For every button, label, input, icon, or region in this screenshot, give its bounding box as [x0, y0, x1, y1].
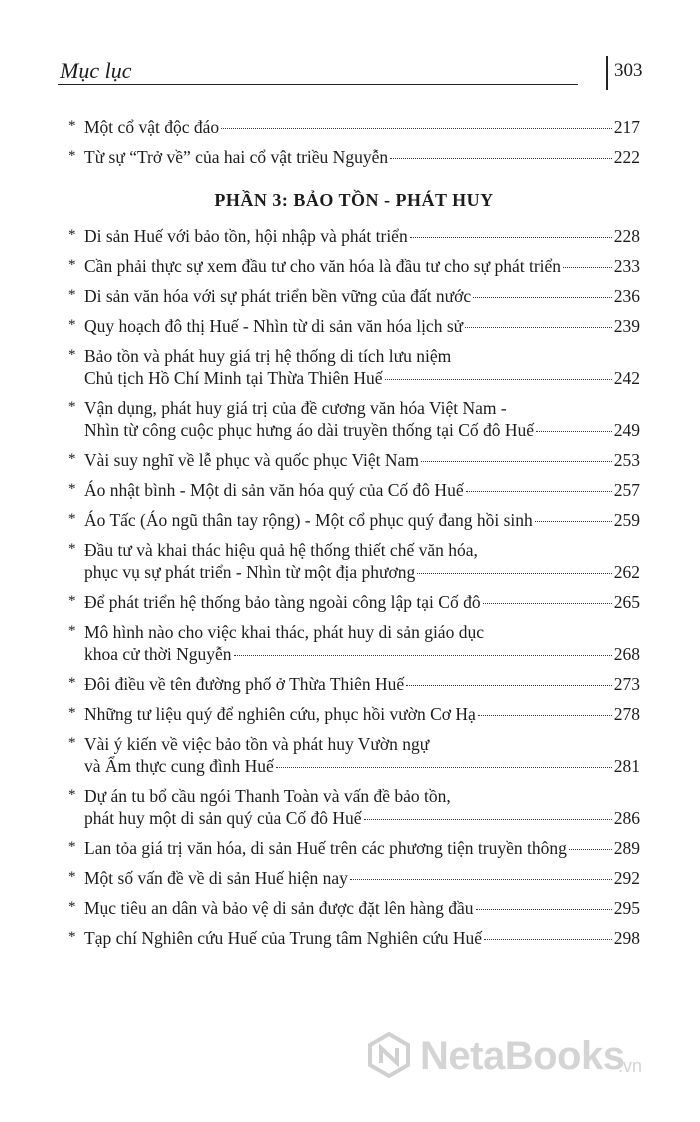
toc-entry	[68, 867, 640, 889]
watermark-suffix: .vn	[618, 1056, 643, 1076]
page-header	[58, 58, 643, 94]
bullet-marker: *	[68, 227, 76, 243]
toc-entry-page: 278	[613, 704, 640, 724]
toc-entry	[68, 225, 640, 247]
page-number: 303	[614, 60, 643, 81]
toc-entry-title: Vài suy nghĩ về lễ phục và quốc phục Việt Nam	[84, 450, 419, 470]
toc-entry-page: 228	[613, 226, 640, 246]
toc-entry-line	[84, 255, 640, 277]
toc-entry-line	[84, 733, 640, 755]
toc-entry-line	[84, 591, 640, 613]
toc-entry	[68, 927, 640, 949]
toc-entry-line	[84, 673, 640, 695]
dot-leader	[473, 297, 612, 298]
toc-entry-page: 217	[613, 117, 640, 137]
toc-entry-line	[84, 315, 640, 337]
toc-entry	[68, 255, 640, 277]
toc-entry-line	[84, 927, 640, 949]
toc-entry-line	[84, 479, 640, 501]
toc-entry	[68, 285, 640, 307]
toc-entry-page: 262	[613, 562, 640, 582]
toc-entry-title: Vận dụng, phát huy giá trị của đề cương văn hóa Việt Nam -	[84, 398, 507, 418]
toc-entry	[68, 703, 640, 725]
toc-entry	[68, 116, 640, 138]
dot-leader	[466, 491, 612, 492]
toc-entry	[68, 345, 640, 389]
bullet-marker: *	[68, 451, 76, 467]
netabooks-logo-icon	[366, 1032, 412, 1078]
header-rule	[58, 84, 578, 85]
toc-entry-title: Bảo tồn và phát huy giá trị hệ thống di tích lưu niệm	[84, 346, 452, 366]
toc-entry-page: 273	[613, 674, 640, 694]
toc-entry	[68, 479, 640, 501]
header-title: Mục lục	[60, 58, 132, 83]
toc-entry-title: Vài ý kiến về việc bảo tồn và phát huy Vườn ngự	[84, 734, 430, 754]
toc-entry-title: Di sản Huế với bảo tồn, hội nhập và phát triển	[84, 226, 408, 246]
dot-leader	[406, 685, 612, 686]
toc-entry-page: 239	[613, 316, 640, 336]
toc-entry-title: và Ẩm thực cung đình Huế	[84, 756, 274, 776]
toc-entry	[68, 397, 640, 441]
toc-entry-page: 242	[613, 368, 640, 388]
toc-entry	[68, 315, 640, 337]
dot-leader	[364, 819, 612, 820]
toc-entry-line	[84, 146, 640, 168]
toc-entry-title: Để phát triển hệ thống bảo tàng ngoài công lập tại Cố đô	[84, 592, 481, 612]
dot-leader	[465, 327, 612, 328]
toc-entry-title: Mô hình nào cho việc khai thác, phát huy di sản giáo dục	[84, 622, 484, 642]
toc-entry-line	[84, 225, 640, 247]
toc-entry-line	[84, 397, 640, 419]
toc-top-entries	[68, 116, 640, 168]
toc-entry-title: Dự án tu bổ cầu ngói Thanh Toàn và vấn đề bảo tồn,	[84, 786, 451, 806]
watermark	[366, 1030, 666, 1086]
bullet-marker: *	[68, 347, 76, 363]
toc-entry-title: Quy hoạch đô thị Huế - Nhìn từ di sản văn hóa lịch sử	[84, 316, 464, 336]
dot-leader	[385, 379, 612, 380]
bullet-marker: *	[68, 869, 76, 885]
bullet-marker: *	[68, 148, 76, 164]
bullet-marker: *	[68, 735, 76, 751]
toc-entry-title: Những tư liệu quý để nghiên cứu, phục hồi vườn Cơ Hạ	[84, 704, 476, 724]
dot-leader	[478, 715, 612, 716]
dot-leader	[484, 939, 612, 940]
toc-entry-line	[84, 419, 640, 441]
dot-leader	[390, 158, 612, 159]
toc-entry	[68, 146, 640, 168]
toc-entry-title: Một số vấn đề về di sản Huế hiện nay	[84, 868, 348, 888]
toc-entry	[68, 837, 640, 859]
bullet-marker: *	[68, 481, 76, 497]
toc-entry-page: 222	[613, 147, 640, 167]
bullet-marker: *	[68, 399, 76, 415]
toc-entry	[68, 733, 640, 777]
toc-entry	[68, 673, 640, 695]
toc-entry-line	[84, 703, 640, 725]
toc-entry-title: phục vụ sự phát triển - Nhìn từ một địa phương	[84, 562, 416, 582]
toc-entry-line	[84, 367, 640, 389]
bullet-marker: *	[68, 317, 76, 333]
toc-entry-title: Cần phải thực sự xem đầu tư cho văn hóa là đầu tư cho sự phát triển	[84, 256, 562, 276]
toc-entry-title: Áo nhật bình - Một di sản văn hóa quý của Cố đô Huế	[84, 480, 464, 500]
toc-entry-page: 249	[613, 420, 640, 440]
dot-leader	[569, 849, 612, 850]
toc-entry-title: Một cổ vật độc đáo	[84, 117, 220, 137]
bullet-marker: *	[68, 787, 76, 803]
toc-entry-title: Mục tiêu an dân và bảo vệ di sản được đặt lên hàng đầu	[84, 898, 474, 918]
toc-entry-line	[84, 837, 640, 859]
dot-leader	[221, 128, 612, 129]
dot-leader	[563, 267, 612, 268]
toc-entry-line	[84, 449, 640, 471]
toc-entry	[68, 621, 640, 665]
dot-leader	[535, 521, 612, 522]
header-divider	[606, 56, 608, 90]
toc-entry-line	[84, 785, 640, 807]
toc-entry-page: 253	[613, 450, 640, 470]
bullet-marker: *	[68, 675, 76, 691]
toc-entry-line	[84, 561, 640, 583]
toc-entry-page: 289	[613, 838, 640, 858]
toc-entry-page: 292	[613, 868, 640, 888]
watermark-brand: NetaBooks	[420, 1034, 625, 1078]
bullet-marker: *	[68, 839, 76, 855]
toc-entry-title: Đôi điều về tên đường phố ở Thừa Thiên Huế	[84, 674, 405, 694]
bullet-marker: *	[68, 899, 76, 915]
toc-entry-line	[84, 116, 640, 138]
toc-entry-page: 257	[613, 480, 640, 500]
section-title: PHẦN 3: BẢO TỒN - PHÁT HUY	[214, 190, 494, 210]
toc-entry-title: Áo Tấc (Áo ngũ thân tay rộng) - Một cổ phục quý đang hồi sinh	[84, 510, 533, 530]
toc-entry-page: 295	[613, 898, 640, 918]
toc-entry-page: 236	[613, 286, 640, 306]
toc-entry-title: Di sản văn hóa với sự phát triển bền vững của đất nước	[84, 286, 472, 306]
dot-leader	[483, 603, 612, 604]
toc-entry-page: 281	[613, 756, 640, 776]
toc-entry	[68, 897, 640, 919]
dot-leader	[234, 655, 612, 656]
toc-entry-title: Từ sự “Trở về” của hai cổ vật triều Nguyễn	[84, 147, 389, 167]
bullet-marker: *	[68, 929, 76, 945]
toc-entry-line	[84, 509, 640, 531]
toc-entry-line	[84, 643, 640, 665]
bullet-marker: *	[68, 257, 76, 273]
bullet-marker: *	[68, 705, 76, 721]
toc-entry-page: 259	[613, 510, 640, 530]
toc-entry-line	[84, 897, 640, 919]
toc-entry-line	[84, 807, 640, 829]
toc-entry-page: 265	[613, 592, 640, 612]
bullet-marker: *	[68, 511, 76, 527]
bullet-marker: *	[68, 593, 76, 609]
toc-entry-line	[84, 867, 640, 889]
dot-leader	[476, 909, 612, 910]
toc-entry-title: Tạp chí Nghiên cứu Huế của Trung tâm Nghiên cứu Huế	[84, 928, 483, 948]
bullet-marker: *	[68, 287, 76, 303]
toc-entry-page: 286	[613, 808, 640, 828]
toc-entry-line	[84, 345, 640, 367]
dot-leader	[536, 431, 612, 432]
toc-entry-page: 233	[613, 256, 640, 276]
toc-entry-line	[84, 539, 640, 561]
dot-leader	[410, 237, 612, 238]
toc-entry-title: phát huy một di sản quý của Cố đô Huế	[84, 808, 362, 828]
dot-leader	[417, 573, 611, 574]
toc-entry-page: 298	[613, 928, 640, 948]
toc-entry	[68, 509, 640, 531]
bullet-marker: *	[68, 541, 76, 557]
toc-entry-line	[84, 755, 640, 777]
toc-entry	[68, 785, 640, 829]
toc-entry-title: Đầu tư và khai thác hiệu quả hệ thống thiết chế văn hóa,	[84, 540, 478, 560]
bullet-marker: *	[68, 623, 76, 639]
toc-entry	[68, 591, 640, 613]
toc-entry-title: Lan tỏa giá trị văn hóa, di sản Huế trên các phương tiện truyền thông	[84, 838, 567, 858]
toc-section-entries	[68, 225, 640, 949]
table-of-contents	[68, 116, 640, 957]
toc-entry-page: 268	[613, 644, 640, 664]
dot-leader	[276, 767, 612, 768]
dot-leader	[350, 879, 612, 880]
toc-entry-line	[84, 621, 640, 643]
bullet-marker: *	[68, 118, 76, 134]
toc-entry-line	[84, 285, 640, 307]
toc-entry-title: Chủ tịch Hồ Chí Minh tại Thừa Thiên Huế	[84, 368, 383, 388]
toc-entry-title: khoa cử thời Nguyễn	[84, 644, 232, 664]
toc-entry-title: Nhìn từ công cuộc phục hưng áo dài truyền thống tại Cố đô Huế	[84, 420, 535, 440]
toc-entry	[68, 539, 640, 583]
dot-leader	[421, 461, 612, 462]
toc-entry	[68, 449, 640, 471]
